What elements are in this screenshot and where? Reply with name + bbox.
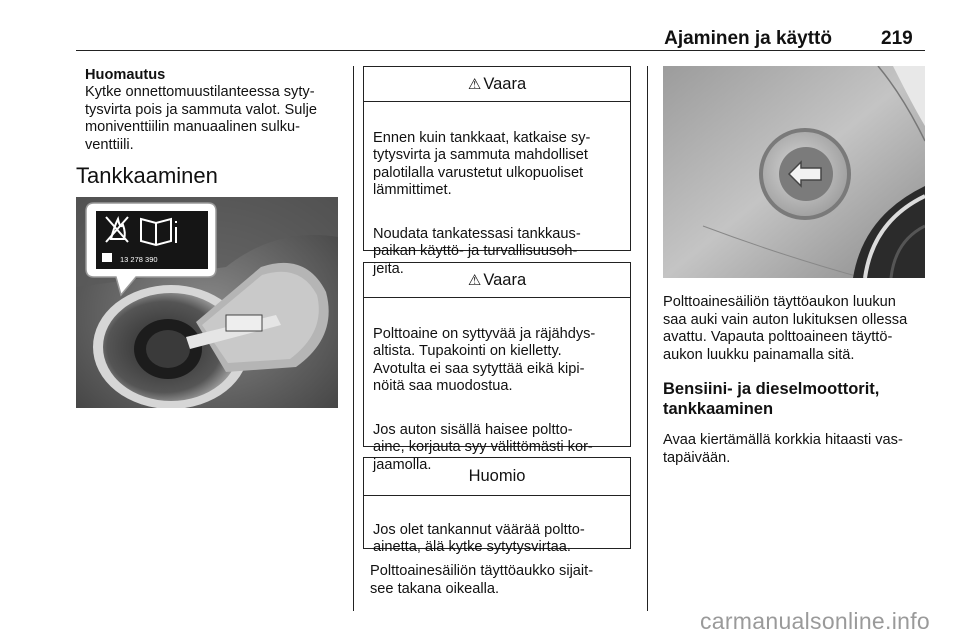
- warning-box-2: [363, 262, 631, 473]
- caution-box: [363, 457, 631, 556]
- caution-box-heading: Huomio: [468, 467, 526, 485]
- label-number: 13 278 390: [120, 255, 158, 264]
- warning-box-2-header: [364, 263, 630, 298]
- page-number: 219: [881, 28, 913, 49]
- column-divider-1: [353, 66, 354, 611]
- warning-box-1-heading: Vaara: [483, 74, 527, 93]
- caution-box-header: [364, 458, 630, 496]
- note-text: Kytke onnettomuustilanteessa syty- tysvirta pois ja sammuta valot. Sulje moniventtiilin manuaalinen sulku- venttiili.: [85, 84, 317, 153]
- caution-box-paragraph: Jos olet tankannut väärää poltto- ainetta, älä kytke sytytysvirtaa.: [373, 521, 585, 556]
- cap-instruction-text: Avaa kiertämällä korkkia hitaasti vas- tapäivään.: [663, 432, 903, 466]
- note-heading: Huomautus: [85, 67, 166, 83]
- warning-box-2-heading: Vaara: [483, 270, 527, 289]
- warning-box-2-paragraph-2: Jos auton sisällä haisee poltto- aine, korjauta syy välittömästi kor- jaamolla.: [373, 421, 593, 473]
- fuel-door-caption: Polttoainesäiliön täyttöaukon luukun saa auki vain auton lukituksen ollessa avattu. Vapauta polttoaineen täyttö- aukon luukku painamalla sitä.: [663, 294, 908, 363]
- header-rule: [76, 50, 925, 51]
- column-divider-2: [647, 66, 648, 611]
- warning-box-1-header: [364, 67, 630, 102]
- warning-box-1-paragraph-1: Ennen kuin tankkaat, katkaise sy- tytysvirta ja sammuta mahdolliset palotilalla varustetut ulkopuoliset lämmittimet.: [373, 129, 591, 199]
- watermark: carmanualsonline.info: [699, 608, 930, 634]
- subheading-refuelling: Bensiini- ja dieselmoottorit, tankkaaminen: [663, 380, 880, 418]
- fuel-filler-flap-photo: [76, 197, 338, 408]
- section-heading-tankkaaminen: Tankkaaminen: [76, 163, 218, 188]
- fuel-door-illustration: [663, 66, 925, 278]
- page-title: Ajaminen ja käyttö: [664, 28, 832, 49]
- warning-box-1-paragraph-2: Noudata tankatessasi tankkaus- paikan käyttö- ja turvallisuusoh- jeita.: [373, 225, 581, 277]
- warning-triangle-icon: ⚠: [467, 271, 482, 289]
- fuel-door-photo: [663, 66, 925, 278]
- warning-box-2-paragraph-1: Polttoaine on syttyvää ja räjähdys- altista. Tupakointi on kielletty. Avotulta ei saa sytyttää eikä kipi- nöitä saa muodostua.: [373, 325, 596, 395]
- warning-box-1: [363, 66, 631, 277]
- filler-location-text: Polttoainesäiliön täyttöaukko sijait- see takana oikealla.: [370, 563, 594, 597]
- fuel-filler-flap-illustration: [76, 197, 338, 408]
- warning-triangle-icon: ⚠: [467, 75, 482, 93]
